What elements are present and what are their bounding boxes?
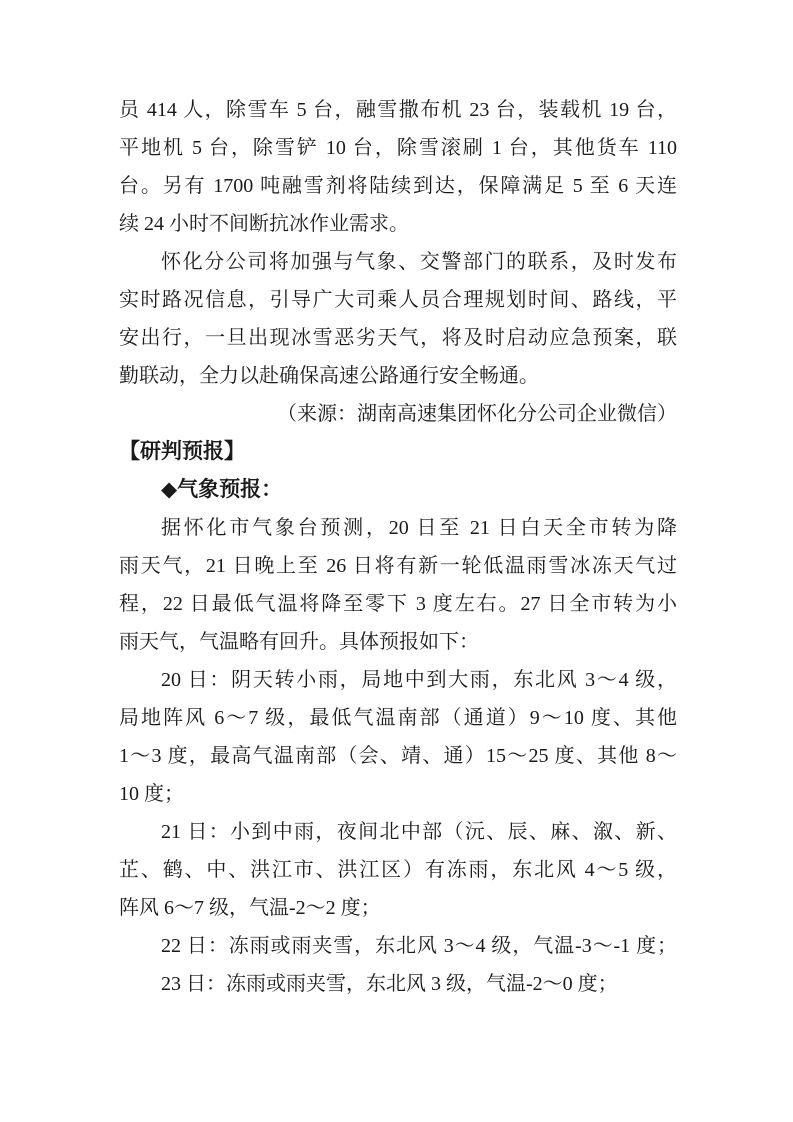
line-equipment-3: 台。另有 1700 吨融雪剂将陆续到达，保障满足 5 至 6 天连 — [119, 175, 677, 197]
line-forecast-summary-4: 雨天气，气温略有回升。具体预报如下： — [119, 631, 479, 653]
line-equipment-4: 续 24 小时不间断抗冰作业需求。 — [119, 213, 409, 235]
line-forecast-day20-1: 20 日：阴天转小雨，局地中到大雨，东北风 3～4 级， — [161, 669, 677, 691]
line-forecast-day23: 23 日：冻雨或雨夹雪，东北风 3 级，气温-2～0 度； — [161, 973, 618, 995]
line-coordination-1: 怀化分公司将加强与气象、交警部门的联系，及时发布 — [161, 251, 677, 273]
line-forecast-summary-1: 据怀化市气象台预测，20 日至 21 日白天全市转为降 — [161, 517, 677, 539]
heading-weather-forecast: ◆气象预报： — [161, 478, 283, 501]
line-forecast-day20-2: 局地阵风 6～7 级，最低气温南部（通道）9～10 度、其他 — [119, 707, 677, 729]
line-source-attribution: （来源：湖南高速集团怀化分公司企业微信） — [277, 403, 677, 425]
line-forecast-day21-2: 芷、鹤、中、洪江市、洪江区）有冻雨，东北风 4～5 级， — [119, 859, 677, 881]
line-equipment-1: 员 414 人，除雪车 5 台，融雪撒布机 23 台，装载机 19 台， — [119, 99, 677, 121]
line-coordination-3: 安出行，一旦出现冰雪恶劣天气，将及时启动应急预案，联 — [119, 327, 677, 349]
line-forecast-day21-3: 阵风 6～7 级，气温-2～2 度； — [119, 897, 381, 919]
line-coordination-2: 实时路况信息，引导广大司乘人员合理规划时间、路线，平 — [119, 289, 677, 311]
document-text-block — [119, 91, 677, 1003]
heading-forecast-section: 【研判预报】 — [119, 440, 245, 463]
line-forecast-day22: 22 日：冻雨或雨夹雪，东北风 3～4 级，气温-3～-1 度； — [161, 935, 677, 957]
line-coordination-4: 勤联动，全力以赴确保高速公路通行安全畅通。 — [119, 365, 539, 387]
line-equipment-2: 平地机 5 台，除雪铲 10 台，除雪滚刷 1 台，其他货车 110 — [119, 137, 677, 159]
line-forecast-day20-3: 1～3 度，最高气温南部（会、靖、通）15～25 度、其他 8～ — [119, 745, 677, 767]
line-forecast-day21-1: 21 日：小到中雨，夜间北中部（沅、辰、麻、溆、新、 — [161, 821, 677, 843]
line-forecast-day20-4: 10 度； — [119, 783, 184, 805]
line-forecast-summary-3: 程，22 日最低气温将降至零下 3 度左右。27 日全市转为小 — [119, 593, 677, 615]
line-forecast-summary-2: 雨天气，21 日晚上至 26 日将有新一轮低温雨雪冰冻天气过 — [119, 555, 677, 577]
